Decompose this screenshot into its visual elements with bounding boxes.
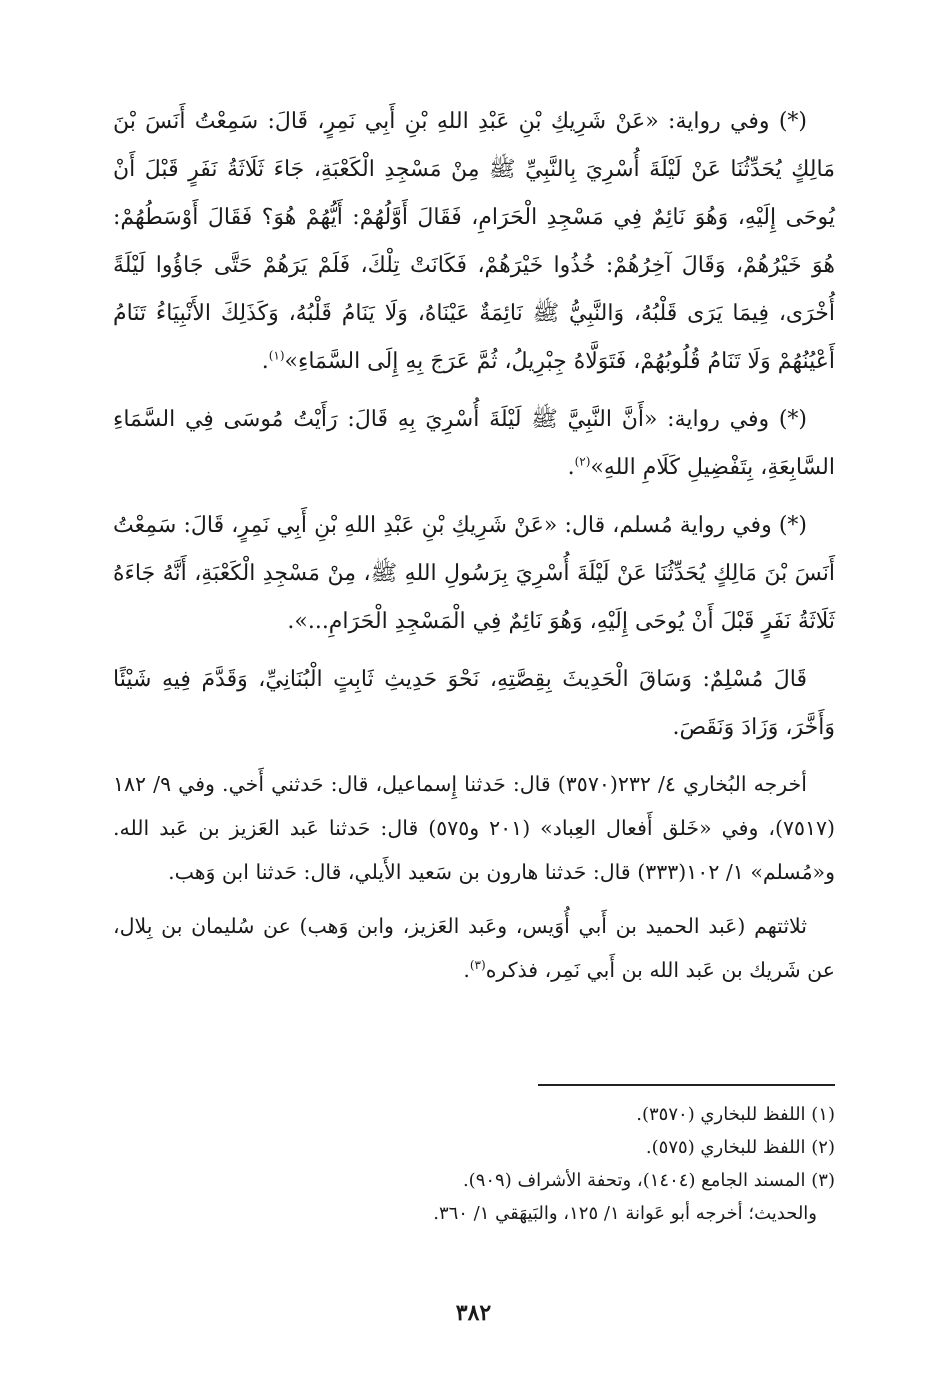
footnote-ref-2[interactable]: (٢)	[574, 454, 591, 469]
paragraph-text: أخرجه البُخاري ٤/ ٢٣٢(٣٥٧٠) قال: حَدثنا إِسماعيل، قال: حَدثني أَخي. وفي ٩/ ١٨٢ (٧٥١٧)، وفي «خَلق أَفعال العِباد» (٢٠١ و٥٧٥) قال: حَدثنا عَبد العَزيز بن عَبد الله. و«مُسلم» ١/ ١٠٢(٣٣٣) قال: حَدثنا هارون بن سَعيد الأَيلي، قال: حَدثنا ابن وَهب.	[113, 772, 836, 884]
footnote-3: (٣) المسند الجامع (١٤٠٤)، وتحفة الأشراف (٩٠٩).	[462, 1170, 835, 1191]
footnote-2: (٢) اللفظ للبخاري (٥٧٥).	[645, 1137, 835, 1158]
paragraph-tail: .	[567, 455, 575, 480]
isnad-paragraph	[113, 904, 835, 992]
paragraph-tail: .	[261, 349, 269, 374]
paragraph-text: (*) وفي رواية: «عَنْ شَرِيكِ بْنِ عَبْدِ اللهِ بْنِ أَبِي نَمِرٍ، قَالَ: سَمِعْتُ أَنَسَ بْنَ مَالِكٍ يُحَدِّثُنَا عَنْ لَيْلَةَ أُسْرِيَ بِالنَّبِيِّ ﷺ مِنْ مَسْجِدِ الْكَعْبَةِ، جَاءَ ثَلَاثَةُ نَفَرٍ قَبْلَ أَنْ يُوحَى إِلَيْهِ، وَهُوَ نَائِمٌ فِي مَسْجِدِ الْحَرَامِ، فَقَالَ أَوَّلُهُمْ: أَيُّهُمْ هُوَ؟ فَقَالَ أَوْسَطُهُمْ: هُوَ خَيْرُهُمْ، وَقَالَ آخِرُهُمْ: خُذُوا خَيْرَهُمْ، فَكَانَتْ تِلْكَ، فَلَمْ يَرَهُمْ حَتَّى جَاؤُوا لَيْلَةً أُخْرَى، فِيمَا يَرَى قَلْبُهُ، وَالنَّبِيُّ ﷺ نَائِمَةٌ عَيْنَاهُ، وَلَا يَنَامُ قَلْبُهُ، وَكَذَلِكَ الأَنْبِيَاءُ تَنَامُ أَعْيُنُهُمْ وَلَا تَنَامُ قُلُوبُهُمْ، فَتَوَلَّاهُ جِبْرِيلُ، ثُمَّ عَرَجَ بِهِ إِلَى السَّمَاءِ»	[113, 109, 835, 374]
main-text	[113, 98, 835, 1002]
hadith-paragraph-3	[113, 502, 835, 646]
footnote-ref-1[interactable]: (١)	[268, 348, 285, 363]
footnote-ref-3[interactable]: (٣)	[469, 958, 486, 973]
footnote-1: (١) اللفظ للبخاري (٣٥٧٠).	[636, 1104, 835, 1125]
footnote-3-continuation: والحديث؛ أخرجه أبو عَوانة ١/ ١٢٥، والبَيهَقي ١/ ٣٦٠.	[433, 1203, 817, 1224]
footnotes-section	[113, 1098, 835, 1230]
hadith-paragraph-2	[113, 396, 835, 492]
paragraph-text: (*) وفي رواية مُسلم، قال: «عَنْ شَرِيكِ بْنِ عَبْدِ اللهِ بْنِ أَبِي نَمِرٍ، قَالَ: سَمِعْتُ أَنَسَ بْنَ مَالِكٍ يُحَدِّثُنَا عَنْ لَيْلَةَ أُسْرِيَ بِرَسُولِ اللهِ ﷺ، مِنْ مَسْجِدِ الْكَعْبَةِ، أَنَّهُ جَاءَهُ ثَلَاثَةُ نَفَرٍ قَبْلَ أَنْ يُوحَى إِلَيْهِ، وَهُوَ نَائِمٌ فِي الْمَسْجِدِ الْحَرَامِ...».	[113, 513, 835, 634]
muslim-comment-paragraph	[113, 656, 835, 752]
paragraph-text: (*) وفي رواية: «أَنَّ النَّبِيَّ ﷺ لَيْلَةَ أُسْرِيَ بِهِ قَالَ: رَأَيْتُ مُوسَى فِي السَّمَاءِ السَّابِعَةِ، بِتَفْضِيلِ كَلَامِ اللهِ»	[113, 407, 835, 480]
hadith-paragraph-1	[113, 98, 835, 386]
takhrij-paragraph	[113, 762, 835, 894]
paragraph-text: ثلاثتهم (عَبد الحميد بن أَبي أُوَيس، وعَبد العَزيز، وابن وَهب) عن سُليمان بن بِلال، عن شَريك بن عَبد الله بن أَبي نَمِر، فذكره	[113, 914, 835, 982]
page-number: ٣٨٢	[455, 1300, 492, 1326]
footnote-separator	[538, 1084, 835, 1086]
paragraph-text: قَالَ مُسْلِمٌ: وَسَاقَ الْحَدِيثَ بِقِصَّتِهِ، نَحْوَ حَدِيثِ ثَابِتٍ الْبُنَانِيِّ، وَقَدَّمَ فِيهِ شَيْئًا وَأَخَّرَ، وَزَادَ وَنَقَصَ.	[113, 667, 835, 740]
paragraph-tail: .	[463, 958, 470, 982]
